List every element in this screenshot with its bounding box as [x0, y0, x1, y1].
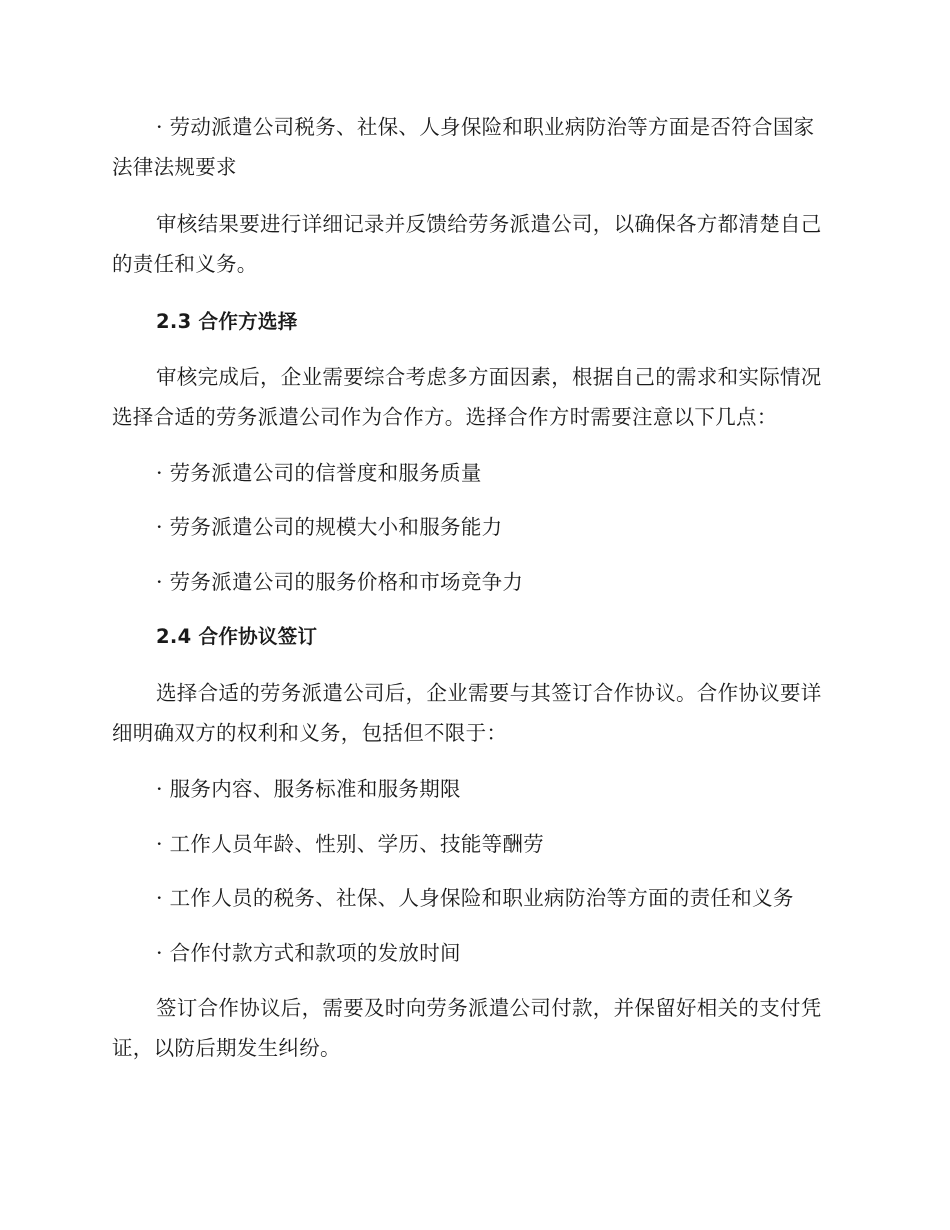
bullet-service-content: · 服务内容、服务标准和服务期限 [156, 777, 461, 801]
bullet-reputation: · 劳务派遣公司的信誉度和服务质量 [156, 461, 482, 485]
bullet-staff-responsibilities: · 工作人员的税务、社保、人身保险和职业病防治等方面的责任和义务 [156, 886, 794, 910]
bullet-payment-terms: · 合作付款方式和款项的发放时间 [156, 941, 461, 965]
paragraph-payment-after-signing: 签订合作协议后，需要及时向劳务派遣公司付款，并保留好相关的支付凭证，以防后期发生纠纷。 [112, 996, 822, 1060]
bullet-staff-attributes: · 工作人员年龄、性别、学历、技能等酬劳 [156, 832, 545, 856]
paragraph-agreement: 选择合适的劳务派遣公司后，企业需要与其签订合作协议。合作协议要详细明确双方的权利和义务，包括但不限于： [112, 681, 822, 745]
section-heading-2-3: 2.3 合作方选择 [156, 310, 298, 333]
paragraph-review-results: 审核结果要进行详细记录并反馈给劳务派遣公司，以确保各方都清楚自己的责任和义务。 [112, 212, 822, 276]
bullet-pricing: · 劳务派遣公司的服务价格和市场竞争力 [156, 570, 524, 594]
bullet-tax-compliance: · 劳动派遣公司税务、社保、人身保险和职业病防治等方面是否符合国家法律法规要求 [112, 115, 815, 179]
section-heading-2-4: 2.4 合作协议签订 [156, 625, 318, 648]
bullet-scale: · 劳务派遣公司的规模大小和服务能力 [156, 515, 503, 539]
paragraph-partner-selection: 审核完成后，企业需要综合考虑多方面因素，根据自己的需求和实际情况选择合适的劳务派遣公司作为合作方。选择合作方时需要注意以下几点： [112, 365, 822, 429]
